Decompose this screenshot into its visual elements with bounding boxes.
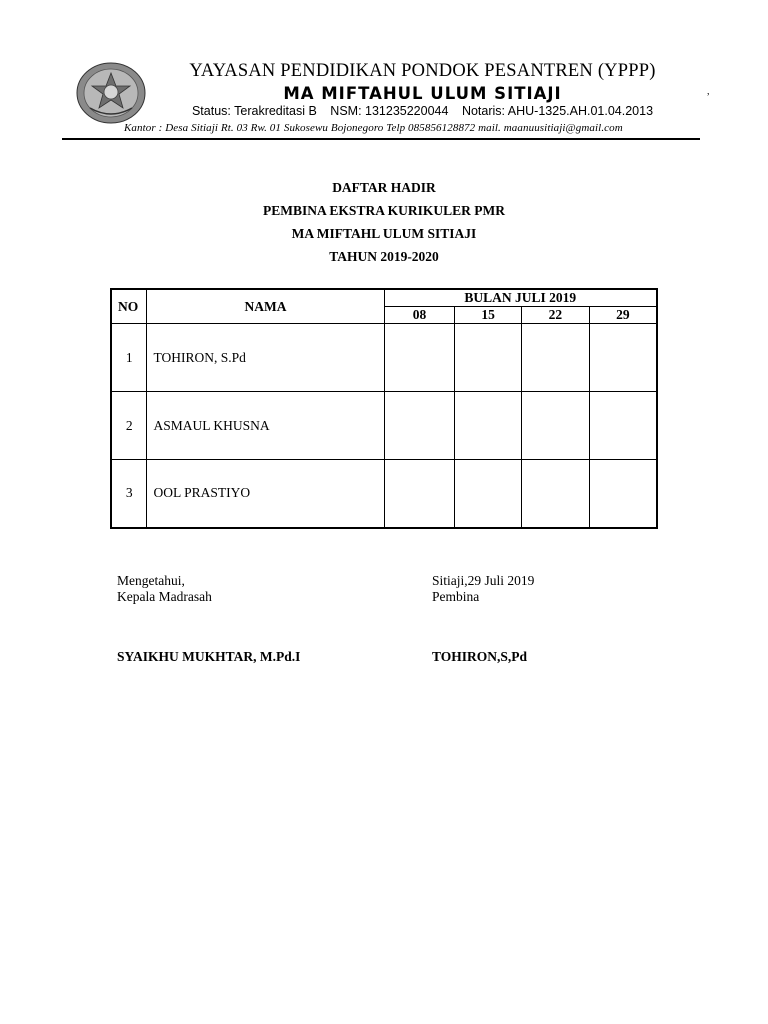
document-title: DAFTAR HADIR: [332, 180, 436, 195]
row-name: OOL PRASTIYO: [147, 460, 384, 528]
row-name: TOHIRON, S.Pd: [147, 324, 384, 392]
principal-name: SYAIKHU MUKHTAR, M.Pd.I: [117, 649, 301, 664]
school-emblem-icon: [76, 62, 146, 124]
header-no: NO: [111, 289, 147, 324]
row-number: 1: [111, 324, 147, 392]
document-school: MA MIFTAHL ULUM SITIAJI: [291, 226, 477, 241]
attendance-cell[interactable]: [384, 324, 455, 392]
attendance-cell[interactable]: [384, 460, 455, 528]
principal-title: Kepala Madrasah: [117, 589, 212, 604]
foundation-name: YAYASAN PENDIDIKAN PONDOK PESANTREN (YPPP): [189, 61, 656, 81]
attendance-cell[interactable]: [384, 392, 455, 460]
school-info-line: [150, 104, 695, 118]
header-date: 08: [384, 307, 455, 324]
attendance-cell[interactable]: [522, 392, 590, 460]
document-subtitle: PEMBINA EKSTRA KURIKULER PMR: [263, 203, 505, 218]
nsm-number: NSM: 131235220044: [330, 104, 449, 118]
attendance-cell[interactable]: [455, 324, 522, 392]
place-date: Sitiaji,29 Juli 2019: [432, 573, 535, 588]
attendance-cell[interactable]: [455, 460, 522, 528]
row-name: ASMAUL KHUSNA: [147, 392, 384, 460]
stray-mark: ,: [707, 86, 710, 97]
attendance-cell[interactable]: [589, 392, 657, 460]
notary-number: Notaris: AHU-1325.AH.01.04.2013: [461, 104, 654, 118]
row-number: 3: [111, 460, 147, 528]
attendance-cell[interactable]: [522, 324, 590, 392]
signature-left: [117, 573, 212, 605]
acknowledged-label: Mengetahui,: [117, 573, 185, 588]
attendance-table: [110, 288, 658, 529]
table-row: [111, 460, 657, 528]
signature-right: [432, 573, 534, 605]
attendance-cell[interactable]: [522, 460, 590, 528]
header-date: 22: [522, 307, 590, 324]
header-month: BULAN JULI 2019: [384, 289, 657, 307]
header-date: 15: [455, 307, 522, 324]
supervisor-name: TOHIRON,S,Pd: [432, 649, 528, 664]
accreditation-status: Status: Terakreditasi B: [191, 104, 317, 118]
letterhead-divider: [62, 138, 700, 140]
attendance-cell[interactable]: [589, 324, 657, 392]
attendance-cell[interactable]: [589, 460, 657, 528]
header-name: NAMA: [147, 289, 384, 324]
table-row: [111, 392, 657, 460]
header-date: 29: [589, 307, 657, 324]
office-address: Kantor : Desa Sitiaji Rt. 03 Rw. 01 Sukosewu Bojonegoro Telp 085856128872 mail. maanuusitiaji@gmail.com: [124, 122, 623, 134]
school-name: MA MIFTAHUL ULUM SITIAJI: [283, 84, 562, 103]
row-number: 2: [111, 392, 147, 460]
attendance-cell[interactable]: [455, 392, 522, 460]
supervisor-title: Pembina: [432, 589, 480, 604]
table-row: [111, 324, 657, 392]
document-year: TAHUN 2019-2020: [329, 249, 439, 264]
